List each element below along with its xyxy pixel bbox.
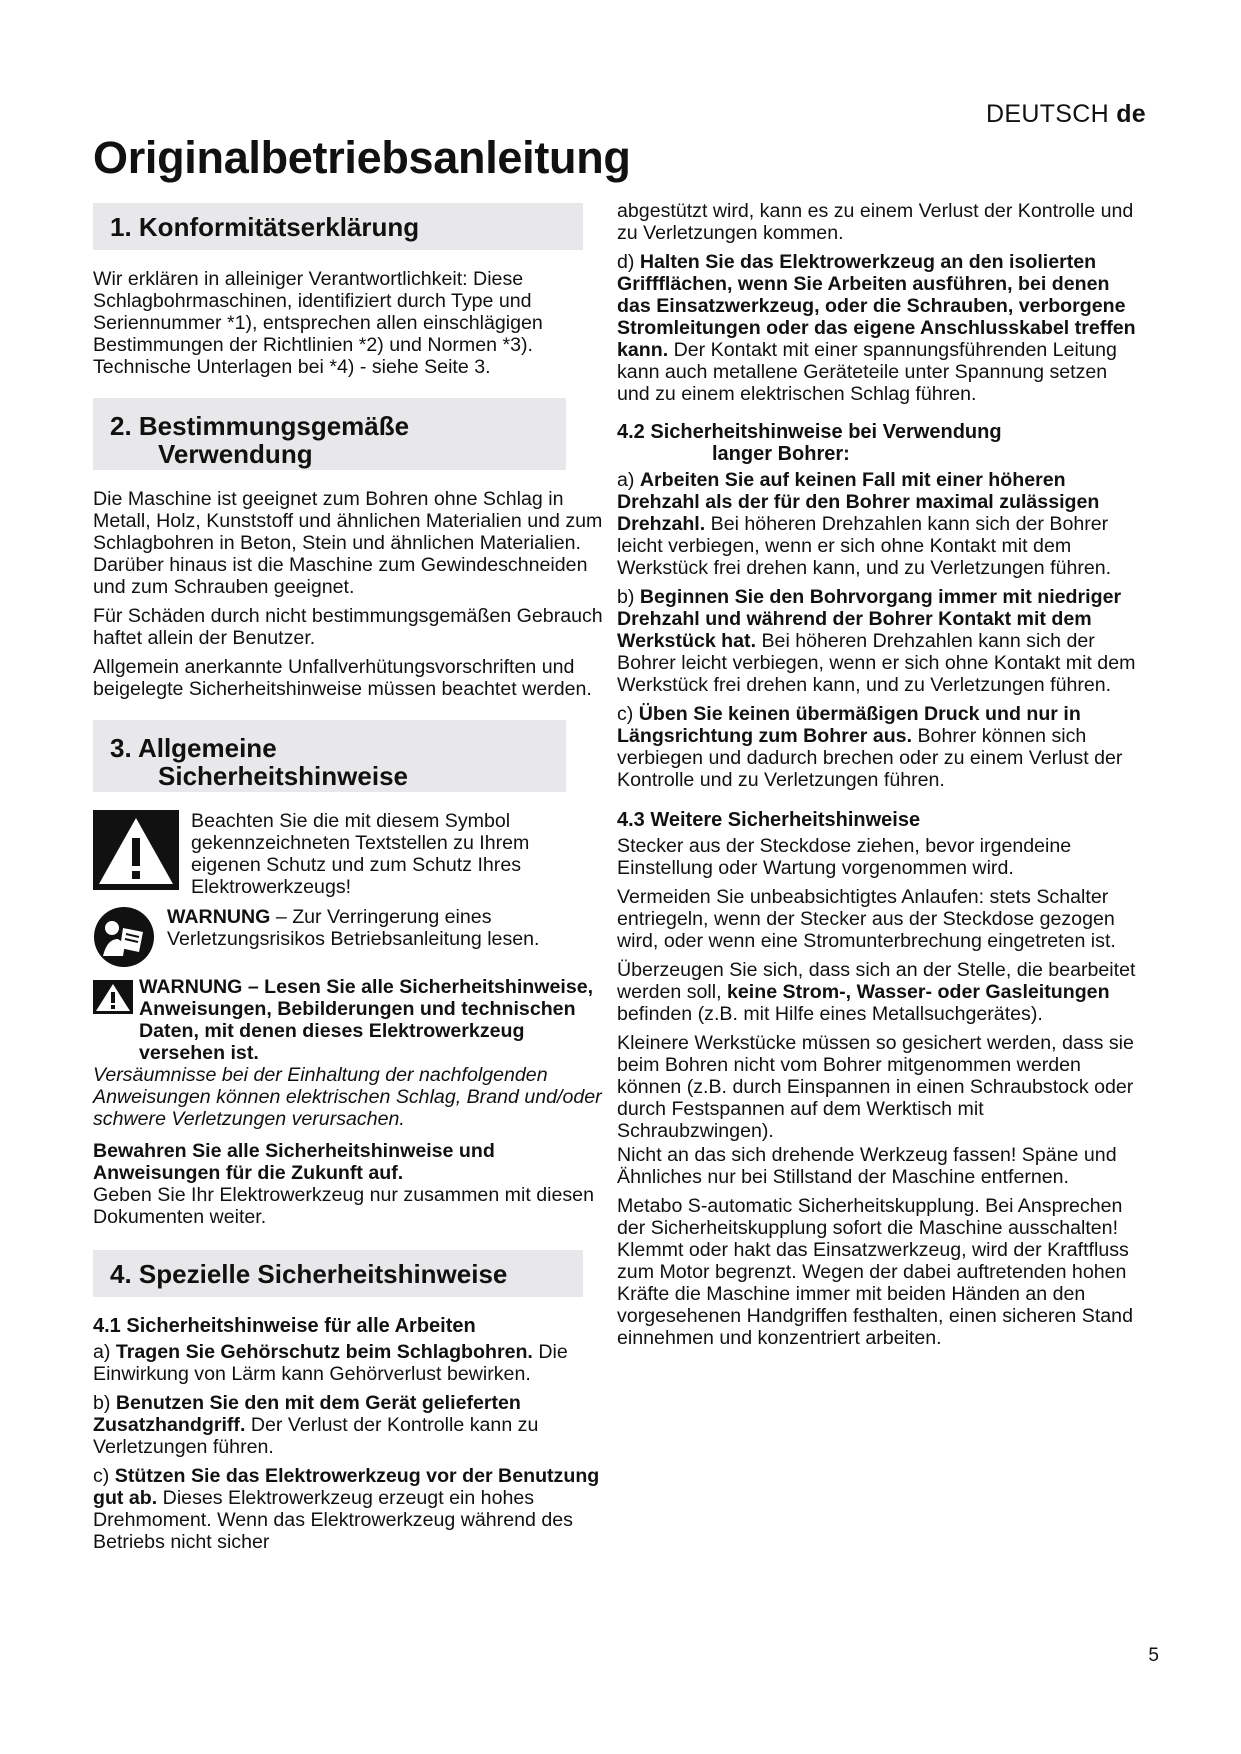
language-label <box>986 100 1146 129</box>
rule-4-3-paragraph: Kleinere Werkstücke müssen so gesichert werden, dass sie beim Bohren nicht vom Bohrer mitgenommen werden können (z.B. durch Einspannen in einen Schraubstock oder durch Festspannen auf dem Werktisch mit Schraubzwingen). <box>617 1032 1134 1142</box>
warning-text: – Zur Verringerung eines Verletzungsrisikos Betriebsanleitung lesen. <box>167 906 540 950</box>
warning-label: WARNUNG <box>167 906 271 928</box>
rule-4-3-paragraph <box>617 959 1137 1025</box>
section-2-heading-line1: 2. Bestimmungsgemäße <box>110 411 410 441</box>
rule-4-1-d <box>617 251 1137 405</box>
keep-instructions-text: Geben Sie Ihr Elektrowerkzeug nur zusammen mit diesen Dokumenten weiter. <box>93 1184 594 1228</box>
rule-4-2-b <box>617 586 1137 696</box>
language-code: de <box>1116 100 1146 128</box>
warning-read-all-bold: WARNUNG – Lesen Sie alle Sicherheitshinweise, Anweisungen, Bebilderungen und technischen Daten, mit denen dieses Elektrowerkzeug versehen ist. <box>139 976 594 1064</box>
rule-text: Bei höheren Drehzahlen kann sich der Bohrer leicht verbiegen, wenn er sich ohne Kontakt mit dem Werkstück frei drehen kann, und zu Verletzungen führen. <box>617 630 1136 696</box>
rule-prefix: b) <box>93 1392 116 1414</box>
rule-bold: keine Strom-, Wasser- oder Gasleitungen <box>727 981 1110 1003</box>
rule-bold: Stützen Sie das Elektrowerkzeug vor der Benutzung gut ab. <box>93 1465 600 1509</box>
rule-text: Bei höheren Drehzahlen kann sich der Bohrer leicht verbiegen, wenn er sich ohne Kontakt mit dem Werkstück frei drehen kann, und zu Verletzungen führen. <box>617 513 1112 579</box>
read-manual-block <box>93 906 603 968</box>
rule-bold: Beginnen Sie den Bohrvorgang immer mit niedriger Drehzahl und während der Bohrer Kontakt mit dem Werkstück hat. <box>617 586 1122 652</box>
rule-prefix: c) <box>93 1465 115 1487</box>
rule-4-1-a <box>93 1341 603 1385</box>
read-manual-text <box>167 906 603 968</box>
rule-prefix: a) <box>617 469 640 491</box>
keep-instructions-bold: Bewahren Sie alle Sicherheitshinweise und Anweisungen für die Zukunft auf. <box>93 1140 495 1184</box>
rule-text: Überzeugen Sie sich, dass sich an der Stelle, die bearbeitet werden soll, <box>617 959 1136 1003</box>
section-3-heading <box>93 720 566 792</box>
section-2-paragraph: Die Maschine ist geeignet zum Bohren ohne Schlag in Metall, Holz, Kunststoff und ähnlichen Materialien und zum Schlagbohren in Beton, Stein und ähnlichen Materialien. Darüber hinaus ist die Maschine zum Gewindeschneiden und zum Schrauben geeignet. <box>93 488 603 598</box>
keep-instructions <box>93 1140 603 1228</box>
rule-bold: Halten Sie das Elektrowerkzeug an den isolierten Griffflächen, wenn Sie Arbeiten ausführen, bei denen das Einsatzwerkzeug, oder die Schrauben, verborgene Stromleitungen oder das eigene Anschlusskabel treffen kann. <box>617 251 1136 361</box>
page-title: Originalbetriebsanleitung <box>93 132 631 183</box>
rule-bold: Tragen Sie Gehörschutz beim Schlagbohren. <box>115 1341 533 1363</box>
section-2-heading <box>93 398 566 470</box>
rule-bold: Benutzen Sie den mit dem Gerät gelieferten Zusatzhandgriff. <box>93 1392 521 1436</box>
page-number: 5 <box>1148 1645 1159 1666</box>
rule-4-1-c <box>93 1465 603 1553</box>
warning-symbol-block <box>93 810 603 898</box>
rule-text: Die Einwirkung von Lärm kann Gehörverlust bewirken. <box>93 1341 568 1385</box>
warning-read-all-italic: Versäumnisse bei der Einhaltung der nachfolgenden Anweisungen können elektrischen Schlag, Brand und/oder schwere Verletzungen verursachen. <box>93 1064 602 1130</box>
rule-bold: Arbeiten Sie auf keinen Fall mit einer höheren Drehzahl als der für den Bohrer maximal zulässigen Drehzahl. <box>617 469 1100 535</box>
section-4-heading: 4. Spezielle Sicherheitshinweise <box>93 1250 583 1297</box>
left-column <box>93 203 603 1560</box>
rule-4-3-paragraph: Stecker aus der Steckdose ziehen, bevor irgendeine Einstellung oder Wartung vorgenommen wird. <box>617 835 1072 879</box>
warning-symbol-text: Beachten Sie die mit diesem Symbol gekennzeichneten Textstellen zu Ihrem eigenen Schutz und zum Schutz Ihres Elektrowerkzeugs! <box>191 810 530 898</box>
rule-text: Der Kontakt mit einer spannungsführenden Leitung kann auch metallene Geräteteile unter Spannung setzen und zu einem elektrischen Schlag führen. <box>617 339 1117 405</box>
rule-text: befinden (z.B. mit Hilfe eines Metallsuchgerätes). <box>617 1003 1043 1025</box>
continued-text: abgestützt wird, kann es zu einem Verlust der Kontrolle und zu Verletzungen kommen. <box>617 200 1134 244</box>
rule-prefix: a) <box>93 1341 116 1363</box>
rule-prefix: b) <box>617 586 640 608</box>
warning-triangle-icon <box>93 810 179 890</box>
rule-4-3-paragraph: Metabo S-automatic Sicherheitskupplung. Bei Ansprechen der Sicherheitskupplung sofort die Maschine ausschalten! Klemmt oder hakt das Einsatzwerkzeug, wird der Kraftfluss zum Motor begrenzt. Wegen der dabei auftretenden hohen Kräfte die Maschine immer mit beiden Händen an den vorgesehenen Handgriffen festhalten, einen sicheren Stand einnehmen und konzentriert arbeiten. <box>617 1195 1133 1349</box>
section-2-paragraph: Allgemein anerkannte Unfallverhütungsvorschriften und beigelegte Sicherheitshinweise müssen beachtet werden. <box>93 656 592 700</box>
section-2-heading-line2: Verwendung <box>158 439 313 469</box>
subsection-4-1-title: 4.1 Sicherheitshinweise für alle Arbeiten <box>93 1315 476 1337</box>
warning-read-all-block <box>93 976 603 1130</box>
rule-4-2-c <box>617 703 1137 791</box>
read-manual-icon <box>93 906 155 968</box>
rule-bold: Üben Sie keinen übermäßigen Druck und nur in Längsrichtung zum Bohrer aus. <box>617 703 1081 747</box>
warning-small-icon <box>93 980 133 1014</box>
rule-text: Der Verlust der Kontrolle kann zu Verletzungen führen. <box>93 1414 539 1458</box>
rule-text: Dieses Elektrowerkzeug erzeugt ein hohes Drehmoment. Wenn das Elektrowerkzeug während des Betriebs nicht sicher <box>93 1487 573 1553</box>
rule-prefix: c) <box>617 703 639 725</box>
section-1-heading: 1. Konformitätserklärung <box>93 203 583 250</box>
rule-4-1-b <box>93 1392 603 1458</box>
rule-prefix: d) <box>617 251 640 273</box>
section-2-paragraph: Für Schäden durch nicht bestimmungsgemäßen Gebrauch haftet allein der Benutzer. <box>93 605 603 649</box>
subsection-4-2-title-line1: 4.2 Sicherheitshinweise bei Verwendung <box>617 421 1002 443</box>
right-column <box>617 200 1137 1356</box>
subsection-4-3-title: 4.3 Weitere Sicherheitshinweise <box>617 809 921 831</box>
rule-4-3-paragraph: Vermeiden Sie unbeabsichtigtes Anlaufen: stets Schalter entriegeln, wenn der Stecker aus der Steckdose gezogen wird, oder wenn eine Stromunterbrechung eingetreten ist. <box>617 886 1116 952</box>
subsection-4-2-title <box>617 421 1137 465</box>
rule-text: Bohrer können sich verbiegen und dadurch brechen oder zu einem Verlust der Kontrolle und zu Verletzungen führen. <box>617 725 1123 791</box>
warning-read-all-header <box>93 976 603 1064</box>
section-3-heading-line1: 3. Allgemeine <box>110 733 277 763</box>
section-3-heading-line2: Sicherheitshinweise <box>158 761 408 791</box>
rule-4-2-a <box>617 469 1137 579</box>
section-1-text: Wir erklären in alleiniger Verantwortlichkeit: Diese Schlagbohrmaschinen, identifiziert durch Type und Seriennummer *1), entsprechen allen einschlägigen Bestimmungen der Richtlinien *2) und Normen *3). Technische Unterlagen bei *4) - siehe Seite 3. <box>93 268 543 378</box>
rule-4-3-paragraph: Nicht an das sich drehende Werkzeug fassen! Späne und Ähnliches nur bei Stillstand der Maschine entfernen. <box>617 1144 1117 1188</box>
subsection-4-2-title-line2: langer Bohrer: <box>712 443 850 465</box>
language-name: DEUTSCH <box>986 100 1109 128</box>
